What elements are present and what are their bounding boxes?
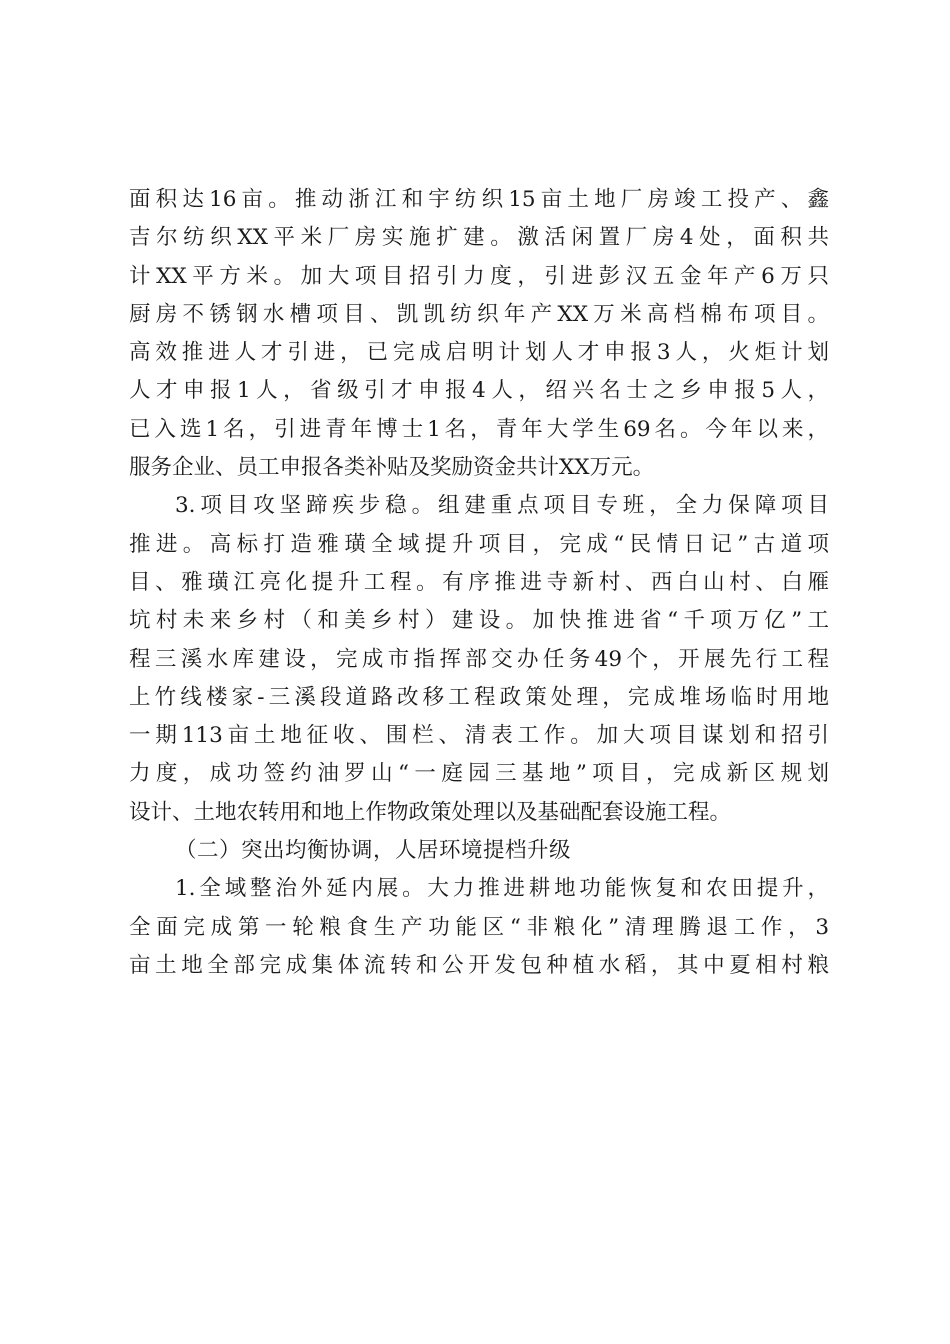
paragraph-start-line: 3.项目攻坚蹄疾步稳。组建重点项目专班，全力保障项目	[175, 493, 829, 519]
text-line: 一期113亩土地征收、围栏、清表工作。加大项目谋划和招引	[129, 723, 829, 749]
text-line: 吉尔纺织XX平米厂房实施扩建。激活闲置厂房4处，面积共	[129, 225, 829, 251]
text-line: 程三溪水库建设，完成市指挥部交办任务49个，开展先行工程	[129, 646, 829, 672]
text-line: 推进。高标打造雅璜全域提升项目，完成“民情日记”古道项	[129, 531, 829, 557]
text-line: 面积达16亩。推动浙江和宇纺织15亩土地厂房竣工投产、鑫	[129, 187, 829, 212]
text-line: 亩土地全部完成集体流转和公开发包种植水稻，其中夏相村粮	[129, 952, 829, 978]
text-line: 力度，成功签约油罗山“一庭园三基地”项目，完成新区规划	[129, 761, 829, 787]
text-line: 高效推进人才引进，已完成启明计划人才申报3人，火炬计划	[129, 340, 829, 366]
paragraph-start-line: 1.全域整治外延内展。大力推进耕地功能恢复和农田提升，	[175, 876, 829, 902]
text-line: 已入选1名，引进青年博士1名，青年大学生69名。今年以来，	[129, 416, 829, 442]
text-line: 计XX平方米。加大项目招引力度，引进彭汉五金年产6万只	[129, 263, 829, 289]
section-heading: （二）突出均衡协调，人居环境提档升级	[175, 838, 572, 864]
text-line: 全面完成第一轮粮食生产功能区“非粮化”清理腾退工作，3	[129, 914, 829, 940]
document-body	[129, 181, 829, 985]
text-line: 服务企业、员工申报各类补贴及奖励资金共计XX万元。	[129, 455, 655, 481]
text-line: 坑村未来乡村（和美乡村）建设。加快推进省“千项万亿”工	[129, 608, 829, 634]
text-line: 上竹线楼家-三溪段道路改移工程政策处理，完成堆场临时用地	[129, 684, 829, 710]
text-line: 设计、土地农转用和地上作物政策处理以及基础配套设施工程。	[129, 799, 732, 825]
text-line: 人才申报1人，省级引才申报4人，绍兴名士之乡申报5人，	[129, 378, 829, 404]
text-line: 厨房不锈钢水槽项目、凯凯纺织年产XX万米高档棉布项目。	[129, 301, 829, 327]
text-line: 目、雅璜江亮化提升工程。有序推进寺新村、西白山村、白雁	[129, 569, 829, 595]
